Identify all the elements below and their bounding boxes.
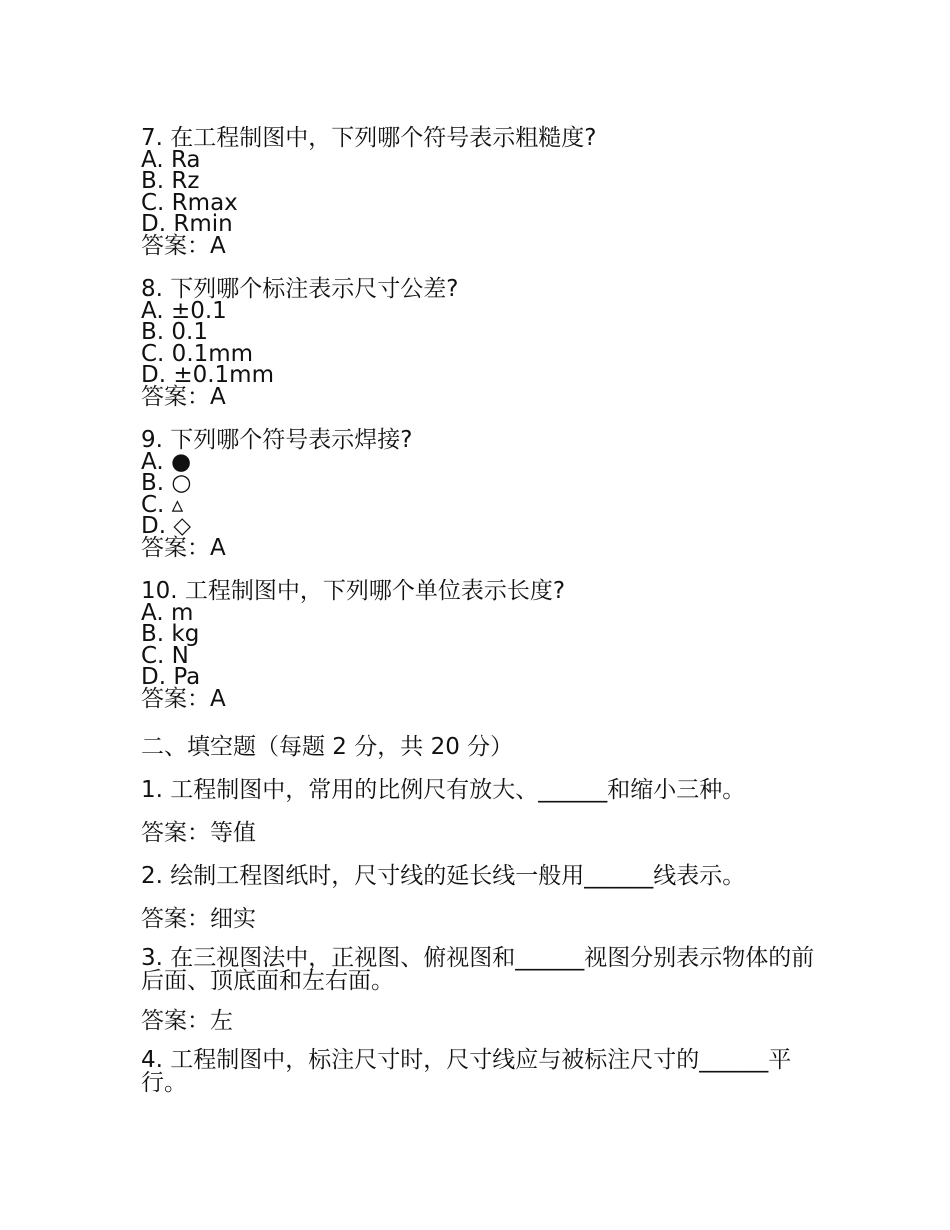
option-b: B. Rz (141, 168, 200, 194)
fill-answer-3: 答案：左 (141, 1008, 233, 1034)
answer-line: 答案：A (141, 383, 226, 410)
option-c: C. 0.1mm (141, 340, 254, 367)
option-c: C. N (141, 642, 189, 669)
option-b: B. 0.1 (141, 319, 208, 345)
question-10 (141, 578, 821, 712)
fill-question-1: 1. 工程制图中，常用的比例尺有放大、______和缩小三种。 (141, 777, 746, 803)
fill-question-2: 2. 绘制工程图纸时，尺寸线的延长线一般用______线表示。 (141, 863, 746, 889)
question-stem: 10. 工程制图中，下列哪个单位表示长度? (141, 578, 566, 604)
document-content (141, 125, 821, 1096)
option-a: A. Ra (141, 146, 201, 173)
option-c: C. Rmax (141, 189, 238, 216)
fill-answer-2: 答案：细实 (141, 906, 256, 932)
fill-question-3: 3. 在三视图法中，正视图、俯视图和______视图分别表示物体的前后面、顶底面和左右面。 (141, 945, 815, 994)
answer-line: 答案：A (141, 232, 226, 259)
question-7 (141, 125, 821, 259)
option-d: D. Pa (141, 664, 201, 690)
fill-answer-1: 答案：等值 (141, 820, 256, 846)
option-b: B. kg (141, 621, 200, 647)
option-d: D. ±0.1mm (141, 362, 274, 388)
answer-line: 答案：A (141, 685, 226, 712)
section-title: 二、填空题（每题 2 分，共 20 分） (141, 734, 514, 760)
option-a: A. m (141, 599, 194, 626)
option-c: C. ▵ (141, 491, 184, 518)
fill-question-4: 4. 工程制图中，标注尺寸时，尺寸线应与被标注尺寸的______平行。 (141, 1047, 792, 1096)
question-stem: 7. 在工程制图中，下列哪个符号表示粗糙度? (141, 125, 597, 151)
option-d: D. ◇ (141, 513, 192, 539)
option-d: D. Rmin (141, 211, 233, 237)
option-a: A. ±0.1 (141, 297, 227, 324)
question-stem: 8. 下列哪个标注表示尺寸公差? (141, 276, 459, 302)
question-stem: 9. 下列哪个符号表示焊接? (141, 427, 413, 453)
option-a: A. ● (141, 448, 192, 475)
answer-line: 答案：A (141, 534, 226, 561)
question-9 (141, 427, 821, 561)
question-8 (141, 276, 821, 410)
option-b: B. ○ (141, 470, 192, 496)
